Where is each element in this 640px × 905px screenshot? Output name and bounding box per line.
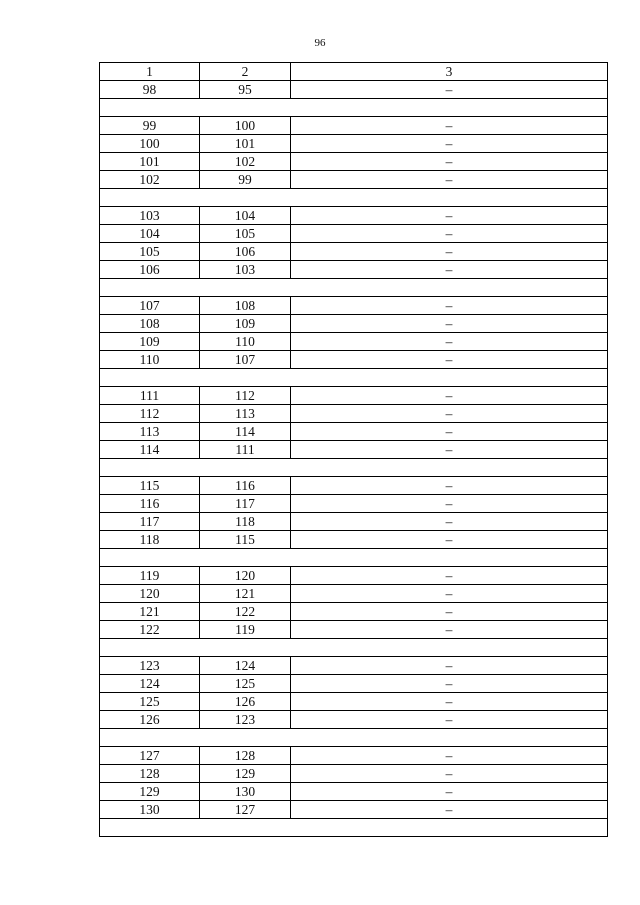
table-cell-col1: 110 [100,351,200,369]
table-cell-col1: 114 [100,441,200,459]
table-cell-col3: – [291,621,608,639]
table-cell-col1: 116 [100,495,200,513]
table-cell-col1: 105 [100,243,200,261]
table-row [100,657,608,675]
table-row [100,603,608,621]
table-row [100,333,608,351]
table-row [100,225,608,243]
table-row [100,135,608,153]
table-cell-col3: – [291,81,608,99]
separator-cell [100,369,608,387]
table-row [100,765,608,783]
table-row [100,387,608,405]
data-table [99,62,608,837]
table-cell-col2: 119 [200,621,291,639]
table-cell-col3: – [291,405,608,423]
table-row [100,423,608,441]
table-row [100,405,608,423]
table-cell-col3: – [291,747,608,765]
table-cell-col3: – [291,711,608,729]
table-row [100,567,608,585]
separator-cell [100,279,608,297]
table-cell-col3: – [291,495,608,513]
table-cell-col3: – [291,441,608,459]
table-row [100,783,608,801]
table-cell-col2: 105 [200,225,291,243]
table-cell-col1: 109 [100,333,200,351]
table-cell-col1: 123 [100,657,200,675]
table-cell-col1: 112 [100,405,200,423]
separator-cell [100,819,608,837]
table-cell-col2: 102 [200,153,291,171]
table-cell-col2: 116 [200,477,291,495]
table-cell-col2: 123 [200,711,291,729]
table-cell-col2: 104 [200,207,291,225]
table-cell-col1: 117 [100,513,200,531]
table-cell-col2: 110 [200,333,291,351]
table-cell-col3: – [291,765,608,783]
separator-cell [100,99,608,117]
table-separator-row [100,729,608,747]
table-cell-col3: – [291,351,608,369]
page-number: 96 [314,37,326,49]
table-cell-col3: – [291,423,608,441]
table-cell-col3: – [291,801,608,819]
table-row [100,171,608,189]
table-row [100,243,608,261]
table-cell-col2: 107 [200,351,291,369]
table-cell-col1: 106 [100,261,200,279]
table-cell-col3: – [291,315,608,333]
table-cell-col2: 111 [200,441,291,459]
table-body [100,81,608,837]
table-cell-col2: 114 [200,423,291,441]
table-cell-col1: 113 [100,423,200,441]
table-row [100,531,608,549]
table-row [100,513,608,531]
separator-cell [100,549,608,567]
table-row [100,693,608,711]
table-cell-col2: 129 [200,765,291,783]
table-row [100,81,608,99]
table-cell-col3: – [291,693,608,711]
table-row [100,495,608,513]
table-separator-row [100,639,608,657]
table-cell-col3: – [291,261,608,279]
separator-cell [100,189,608,207]
header-cell-2: 2 [200,63,291,81]
table-cell-col2: 112 [200,387,291,405]
table-cell-col1: 102 [100,171,200,189]
table-separator-row [100,99,608,117]
table-cell-col2: 126 [200,693,291,711]
table-cell-col2: 122 [200,603,291,621]
table-cell-col1: 128 [100,765,200,783]
table-cell-col1: 115 [100,477,200,495]
table-separator-row [100,279,608,297]
table-cell-col2: 117 [200,495,291,513]
table-cell-col1: 127 [100,747,200,765]
table-cell-col1: 98 [100,81,200,99]
table-cell-col1: 118 [100,531,200,549]
table-cell-col3: – [291,513,608,531]
table-row [100,675,608,693]
table-cell-col2: 115 [200,531,291,549]
table-separator-row [100,819,608,837]
table-row [100,315,608,333]
table-cell-col2: 118 [200,513,291,531]
header-cell-1: 1 [100,63,200,81]
table-cell-col1: 126 [100,711,200,729]
table-cell-col3: – [291,603,608,621]
table-row [100,261,608,279]
table-cell-col3: – [291,387,608,405]
table-cell-col2: 103 [200,261,291,279]
table-row [100,117,608,135]
table-cell-col1: 108 [100,315,200,333]
header-cell-3: 3 [291,63,608,81]
table-cell-col3: – [291,171,608,189]
table-row [100,711,608,729]
separator-cell [100,729,608,747]
table-row [100,153,608,171]
table-cell-col3: – [291,243,608,261]
table-cell-col1: 104 [100,225,200,243]
table-cell-col3: – [291,117,608,135]
table-row [100,351,608,369]
table-cell-col2: 95 [200,81,291,99]
table-cell-col3: – [291,135,608,153]
table-cell-col3: – [291,225,608,243]
table-cell-col1: 124 [100,675,200,693]
table-row [100,801,608,819]
table-row [100,585,608,603]
table-cell-col3: – [291,153,608,171]
table-row [100,441,608,459]
table-cell-col1: 129 [100,783,200,801]
table-cell-col2: 99 [200,171,291,189]
table-cell-col3: – [291,585,608,603]
table-cell-col3: – [291,783,608,801]
table-row [100,207,608,225]
table-cell-col3: – [291,567,608,585]
table-separator-row [100,459,608,477]
table-separator-row [100,189,608,207]
separator-cell [100,639,608,657]
table-cell-col2: 113 [200,405,291,423]
table-header-row [100,63,608,81]
table-separator-row [100,369,608,387]
table-cell-col2: 127 [200,801,291,819]
table-cell-col2: 121 [200,585,291,603]
table-cell-col2: 120 [200,567,291,585]
table-cell-col3: – [291,675,608,693]
table-row [100,747,608,765]
table-cell-col1: 119 [100,567,200,585]
table-cell-col1: 101 [100,153,200,171]
table-cell-col2: 100 [200,117,291,135]
separator-cell [100,459,608,477]
table-cell-col1: 111 [100,387,200,405]
table-cell-col1: 120 [100,585,200,603]
table-cell-col1: 125 [100,693,200,711]
table-cell-col3: – [291,657,608,675]
table-cell-col2: 108 [200,297,291,315]
table-cell-col1: 121 [100,603,200,621]
table-row [100,477,608,495]
table-cell-col1: 99 [100,117,200,135]
table-cell-col3: – [291,333,608,351]
table-cell-col2: 128 [200,747,291,765]
table-cell-col3: – [291,297,608,315]
table-cell-col2: 106 [200,243,291,261]
table-cell-col2: 125 [200,675,291,693]
table-separator-row [100,549,608,567]
table-row [100,297,608,315]
table-cell-col2: 124 [200,657,291,675]
table-cell-col3: – [291,477,608,495]
table-cell-col2: 101 [200,135,291,153]
table-cell-col1: 107 [100,297,200,315]
table-cell-col1: 103 [100,207,200,225]
table-cell-col2: 130 [200,783,291,801]
table-cell-col3: – [291,207,608,225]
table-cell-col1: 122 [100,621,200,639]
table-cell-col1: 130 [100,801,200,819]
table-cell-col3: – [291,531,608,549]
table-cell-col1: 100 [100,135,200,153]
table-cell-col2: 109 [200,315,291,333]
table-row [100,621,608,639]
